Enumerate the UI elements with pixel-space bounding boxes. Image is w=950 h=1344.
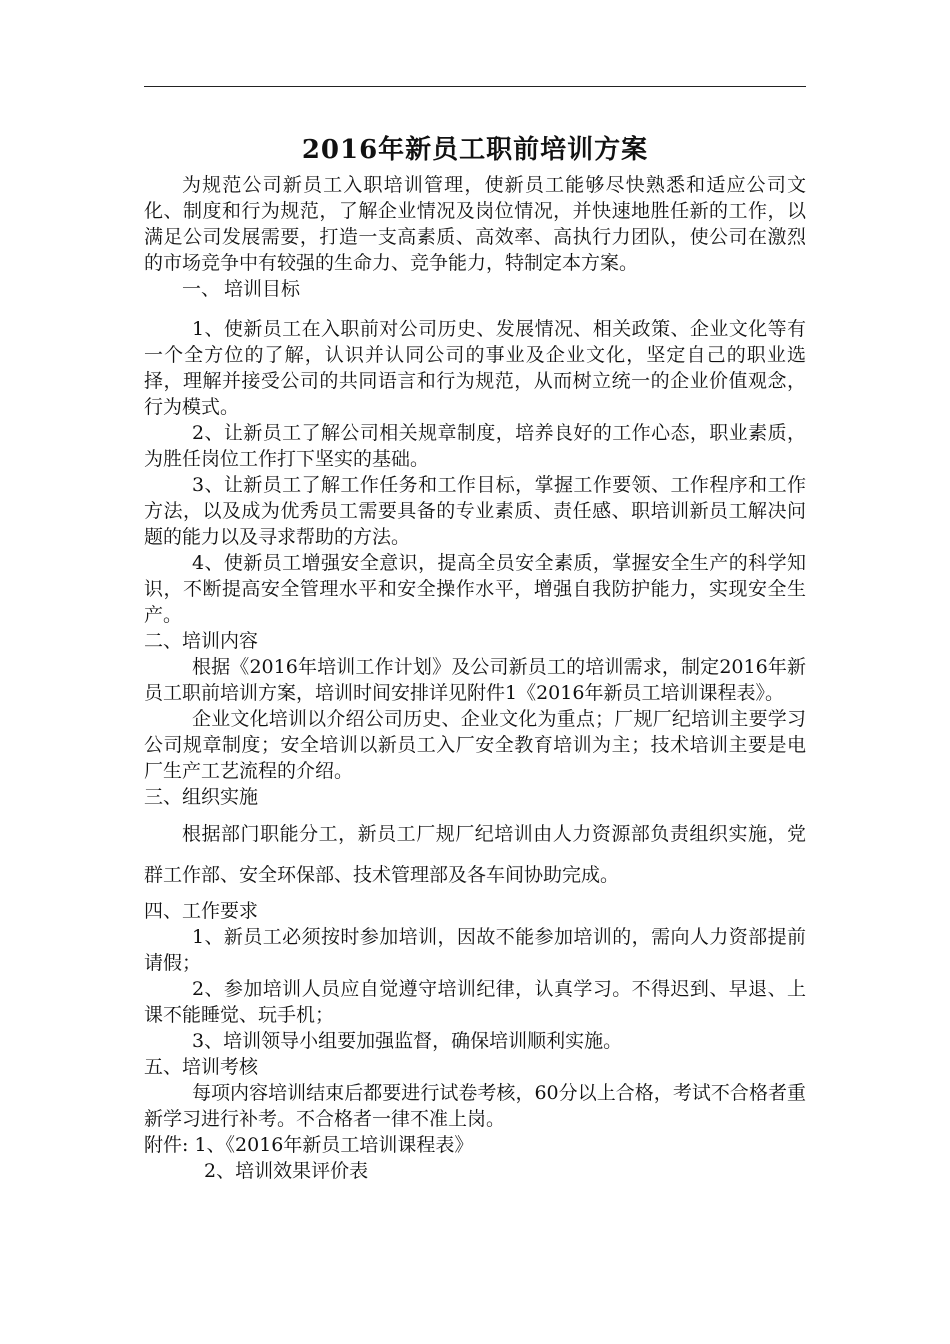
section-heading-2: 二、培训内容 [144,630,259,652]
attachment-line-1: 附件: 1、《2016年新员工培训课程表》 [144,1134,474,1156]
document-body [144,172,806,1184]
intro-paragraph: 为规范公司新员工入职培训管理，使新员工能够尽快熟悉和适应公司文化、制度和行为规范，了解企业情况及岗位情况，并快速地胜任新的工作，以满足公司发展需要，打造一支高素质、高效率、高执行力团队，使公司在激烈的市场竞争中有较强的生命力、竞争能力，特制定本方案。 [144,174,806,274]
section-number-1: 一、 [182,278,221,300]
requirement-item-2: 2、参加培训人员应自觉遵守培训纪律，认真学习。不得迟到、早退、上课不能睡觉、玩手机； [144,978,806,1026]
content-paragraph-2: 企业文化培训以介绍公司历史、企业文化为重点；厂规厂纪培训主要学习公司规章制度；安全培训以新员工入厂安全教育培训为主；技术培训主要是电厂生产工艺流程的介绍。 [144,708,806,782]
section-heading-3: 三、组织实施 [144,786,259,808]
section-heading-4: 四、工作要求 [144,900,259,922]
goal-item-1: 1、使新员工在入职前对公司历史、发展情况、相关政策、企业文化等有一个全方位的了解，认识并认同公司的事业及企业文化，坚定自己的职业选择，理解并接受公司的共同语言和行为规范，从而树立统一的企业价值观念，行为模式。 [144,318,806,418]
section-title-1: 培训目标 [224,278,301,300]
implementation-paragraph: 根据部门职能分工，新员工厂规厂纪培训由人力资源部负责组织实施，党群工作部、安全环保部、技术管理部及各车间协助完成。 [144,823,806,886]
content-paragraph-1: 根据《2016年培训工作计划》及公司新员工的培训需求，制定2016年新员工职前培训方案，培训时间安排详见附件1《2016年新员工培训课程表》。 [144,656,806,704]
goal-item-4: 4、使新员工增强安全意识，提高全员安全素质，掌握安全生产的科学知识，不断提高安全管理水平和安全操作水平，增强自我防护能力，实现安全生产。 [144,552,806,626]
requirement-item-3: 3、培训领导小组要加强监督，确保培训顺利实施。 [192,1030,623,1052]
section-heading-5: 五、培训考核 [144,1056,259,1078]
section-heading-1 [144,276,806,302]
requirement-item-1: 1、新员工必须按时参加培训，因故不能参加培训的，需向人力资部提前请假； [144,926,806,974]
document-title: 2016年新员工职前培训方案 [301,135,649,165]
assessment-paragraph: 每项内容培训结束后都要进行试卷考核，60分以上合格，考试不合格者重新学习进行补考。不合格者一律不准上岗。 [144,1082,806,1130]
goal-item-2: 2、让新员工了解公司相关规章制度，培养良好的工作心态，职业素质，为胜任岗位工作打下坚实的基础。 [144,422,806,470]
attachment-line-2: 2、培训效果评价表 [204,1160,369,1182]
header-rule [144,86,806,87]
goal-item-3: 3、让新员工了解工作任务和工作目标，掌握工作要领、工作程序和工作方法，以及成为优秀员工需要具备的专业素质、责任感、职培训新员工解决问题的能力以及寻求帮助的方法。 [144,474,806,548]
